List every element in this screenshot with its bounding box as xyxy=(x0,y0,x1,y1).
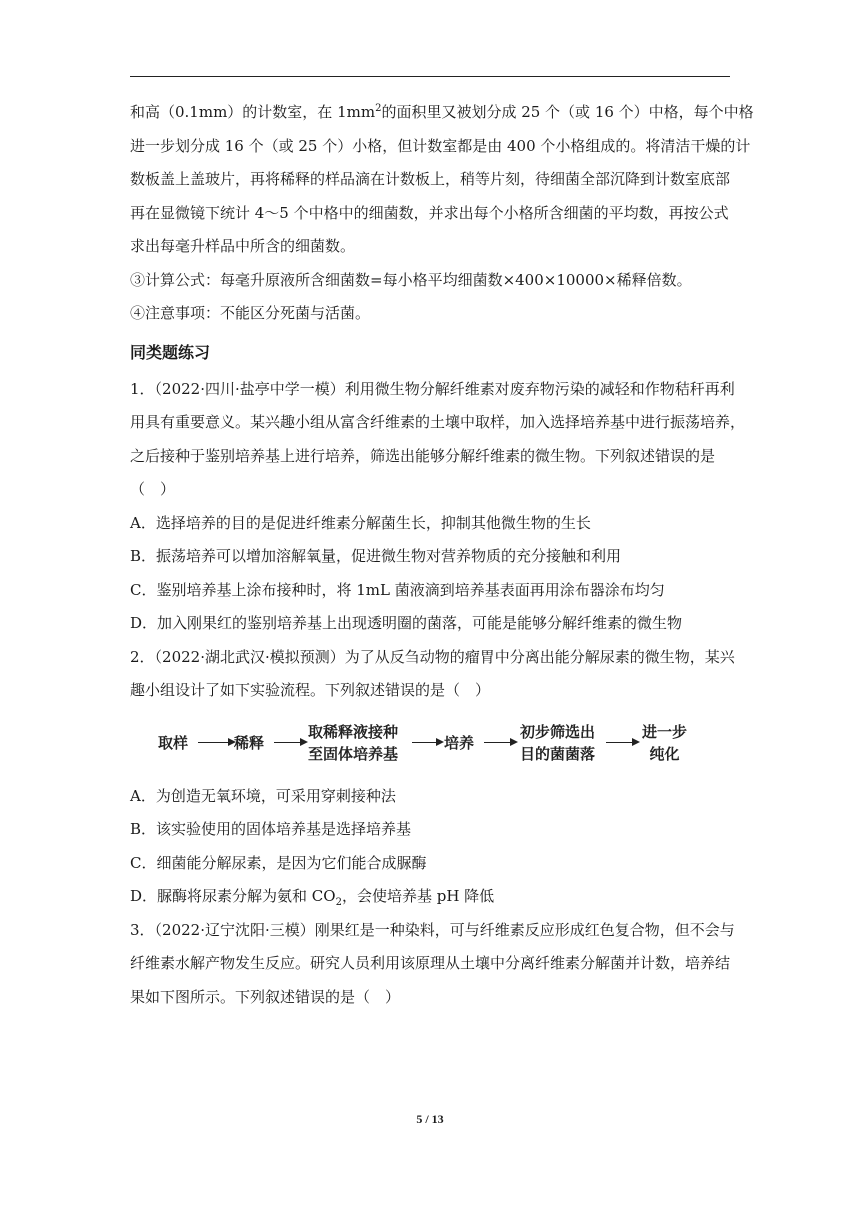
page-content xyxy=(130,96,754,1014)
question-3-stem: 果如下图所示。下列叙述错误的是（ ） xyxy=(130,987,401,1006)
question-1-option-c: C．鉴别培养基上涂布接种时，将 1mL 菌液滴到培养基表面再用涂布器涂布均匀 xyxy=(130,580,665,599)
question-1-stem: （ ） xyxy=(130,480,176,498)
question-3-stem: 3．（2022·辽宁沈阳·三模）刚果红是一种染料，可与纤维素反应形成红色复合物，但不会与 xyxy=(130,920,735,939)
paragraph-line: 数板盖上盖玻片，再将稀释的样品滴在计数板上，稍等片刻，待细菌全部沉降到计数室底部 xyxy=(130,170,731,188)
flow-arrow xyxy=(198,742,234,743)
flow-step-sampling: 取样 xyxy=(158,733,189,752)
question-2-option-c: C．细菌能分解尿素，是因为它们能合成脲酶 xyxy=(130,853,427,872)
question-1-option-b: B．振荡培养可以增加溶解氧量，促进微生物对营养物质的充分接触和利用 xyxy=(130,547,622,565)
question-2-option-d: D．脲酶将尿素分解为氨和 $CO_2$，会使培养基 pH 降低 xyxy=(130,887,495,908)
question-2-stem: 2．（2022·湖北武汉·模拟预测）为了从反刍动物的瘤胃中分离出能分解尿素的微生物，某兴 xyxy=(130,647,735,666)
page-number: 5 / 13 xyxy=(416,1112,444,1126)
note-line: ④注意事项：不能区分死菌与活菌。 xyxy=(130,304,371,322)
flow-arrow xyxy=(412,742,442,743)
paragraph-line: 求出每毫升样品中所含的细菌数。 xyxy=(130,237,356,255)
question-1-stem: 1．（2022·四川·盐亭中学一模）利用微生物分解纤维素对废弃物污染的减轻和作物秸秆再利 xyxy=(130,379,735,398)
flow-step-purify: 进一步 纯化 xyxy=(642,722,688,763)
paragraph-line: 再在显微镜下统计 4～5 个中格中的细菌数，并求出每个小格所含细菌的平均数，再按公式 xyxy=(130,203,729,222)
flow-step-dilution: 稀释 xyxy=(234,733,265,752)
flow-arrow xyxy=(606,742,638,743)
question-1-stem: 用具有重要意义。某兴趣小组从富含纤维素的土壤中取样，加入选择培养基中进行振荡培养， xyxy=(130,413,746,431)
formula-line: ③计算公式：每毫升原液所含细菌数=每小格平均细菌数×400×10000×稀释倍数。 xyxy=(130,270,692,289)
flow-step-inoculate: 取稀释液接种 至固体培养基 xyxy=(308,722,399,763)
experiment-flowchart xyxy=(130,712,734,774)
section-title: 同类题练习 xyxy=(130,342,211,362)
question-3-stem: 纤维素水解产物发生反应。研究人员利用该原理从土壤中分离纤维素分解菌并计数，培养结 xyxy=(130,954,731,972)
flow-arrow xyxy=(274,742,306,743)
flow-step-screening: 初步筛选出 目的菌菌落 xyxy=(520,722,596,763)
question-2-stem: 趣小组设计了如下实验流程。下列叙述错误的是（ ） xyxy=(130,681,491,699)
question-1-stem: 之后接种于鉴别培养基上进行培养，筛选出能够分解纤维素的微生物。下列叙述错误的是 xyxy=(130,446,716,465)
paragraph-line: 进一步划分成 16 个（或 25 个）小格，但计数室都是由 400 个小格组成的。将清洁干燥的计 xyxy=(130,136,751,155)
question-1-option-a: A．选择培养的目的是促进纤维素分解菌生长，抑制其他微生物的生长 xyxy=(130,513,591,532)
flow-arrow xyxy=(484,742,516,743)
question-1-option-d: D．加入刚果红的鉴别培养基上出现透明圈的菌落，可能是能够分解纤维素的微生物 xyxy=(130,614,683,632)
header-rule xyxy=(130,76,730,77)
paragraph-line: 和高（0.1mm）的计数室，在 $1mm^2$的面积里又被划分成 25 个（或 16 个）中格，每个中格 xyxy=(130,103,754,121)
flow-step-culture: 培养 xyxy=(444,733,475,752)
question-2-option-a: A．为创造无氧环境，可采用穿刺接种法 xyxy=(130,786,396,805)
question-2-option-b: B．该实验使用的固体培养基是选择培养基 xyxy=(130,820,412,838)
